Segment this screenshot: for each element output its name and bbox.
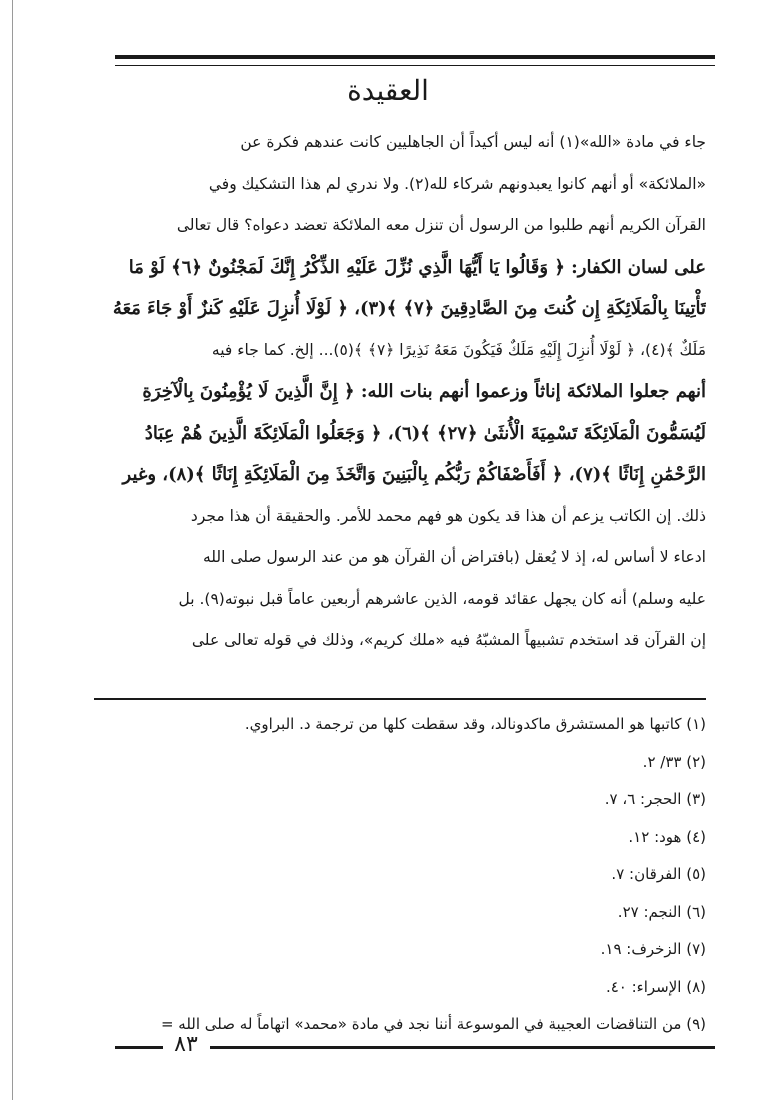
footer-rule	[210, 1046, 715, 1049]
footnote-rule	[94, 698, 706, 700]
body-line: القرآن الكريم أنهم طلبوا من الرسول أن تنزل معه الملائكة تعضد دعواه؟ قال تعالى	[176, 216, 706, 234]
chapter-title: العقيدة	[347, 74, 429, 107]
footnote: (٢) ٣٣/ ٢.	[642, 752, 706, 771]
footer-rule	[115, 1046, 163, 1049]
header-rule	[115, 55, 715, 66]
body-line: لَيُسَمُّونَ الْمَلَائِكَةَ تَسْمِيَةَ الْأُنثَىٰ ﴿٢٧﴾ ﴾(٦)، ﴿ وَجَعَلُوا الْمَلَائِكَةَ الَّذِينَ هُمْ عِبَادُ	[144, 422, 706, 444]
body-line: عليه وسلم) أنه كان يجهل عقائد قومه، الذين عاشرهم أربعين عاماً قبل نبوته(٩). بل	[178, 589, 706, 608]
footnote: (٩) من التناقضات العجيبة في الموسوعة أننا نجد في مادة «محمد» اتهاماً له صلى الله =	[160, 1015, 706, 1033]
body-line: ذلك. إن الكاتب يزعم أن هذا قد يكون هو فهم محمد للأمر. والحقيقة أن هذا مجرد	[190, 506, 706, 525]
footnote: (٦) النجم: ٢٧.	[617, 902, 706, 921]
footnote: (١) كاتبها هو المستشرق ماكدونالد، وقد سقطت كلها من ترجمة د. البراوي.	[244, 715, 706, 733]
body-line: جاء في مادة «الله»(١) أنه ليس أكيداً أن الجاهليين كانت عندهم فكرة عن	[240, 133, 706, 151]
body-text	[96, 122, 706, 662]
body-line: ادعاء لا أساس له، إذ لا يُعقل (بافتراض أن القرآن هو من عند الرسول صلى الله	[202, 548, 706, 566]
body-line: على لسان الكفار: ﴿ وَقَالُوا يَا أَيُّهَا الَّذِي نُزِّلَ عَلَيْهِ الذِّكْرُ إِنَّكَ لَمَجْنُونٌ ﴿٦﴾ لَوْ مَا	[128, 256, 706, 278]
page-number: ٨٣	[174, 1032, 198, 1057]
body-line: الرَّحْمَٰنِ إِنَاثًا ﴾(٧)، ﴿ أَفَأَصْفَاكُمْ رَبُّكُم بِالْبَنِينَ وَاتَّخَذَ مِنَ الْمَلَائِكَةِ إِنَاثًا ﴾(٨)، وغير	[122, 464, 706, 485]
page-edge	[12, 0, 13, 1100]
footnote: (٨) الإسراء: ٤٠.	[605, 977, 706, 996]
body-line: أنهم جعلوا الملائكة إناثاً وزعموا أنهم بنات الله: ﴿ إِنَّ الَّذِينَ لَا يُؤْمِنُونَ بِالْآخِرَةِ	[142, 381, 706, 402]
body-line: إن القرآن قد استخدم تشبيهاً المشبّهُ فيه «ملك كريم»، وذلك في قوله تعالى على	[191, 631, 706, 649]
footnote: (٤) هود: ١٢.	[628, 827, 706, 846]
footnote: (٣) الحجر: ٦، ٧.	[604, 790, 706, 808]
body-line: مَلَكٌ ﴾(٤)، ﴿ لَوْلَا أُنزِلَ إِلَيْهِ مَلَكٌ فَيَكُونَ مَعَهُ نَذِيرًا ﴿٧﴾ ﴾(٥)... إلخ. كما جاء فيه	[211, 340, 706, 359]
footnotes	[96, 706, 706, 1044]
body-line: «الملائكة» أو أنهم كانوا يعبدونهم شركاء لله(٢). ولا ندري لم هذا التشكيك وفي	[208, 174, 706, 193]
footnote: (٧) الزخرف: ١٩.	[600, 940, 706, 958]
footnote: (٥) الفرقان: ٧.	[611, 865, 706, 883]
body-line: تَأْتِينَا بِالْمَلَائِكَةِ إِن كُنتَ مِنَ الصَّادِقِينَ ﴿٧﴾ ﴾(٣)، ﴿ لَوْلَا أُنزِلَ عَلَيْهِ كَنزٌ أَوْ جَاءَ مَعَهُ	[112, 298, 706, 319]
